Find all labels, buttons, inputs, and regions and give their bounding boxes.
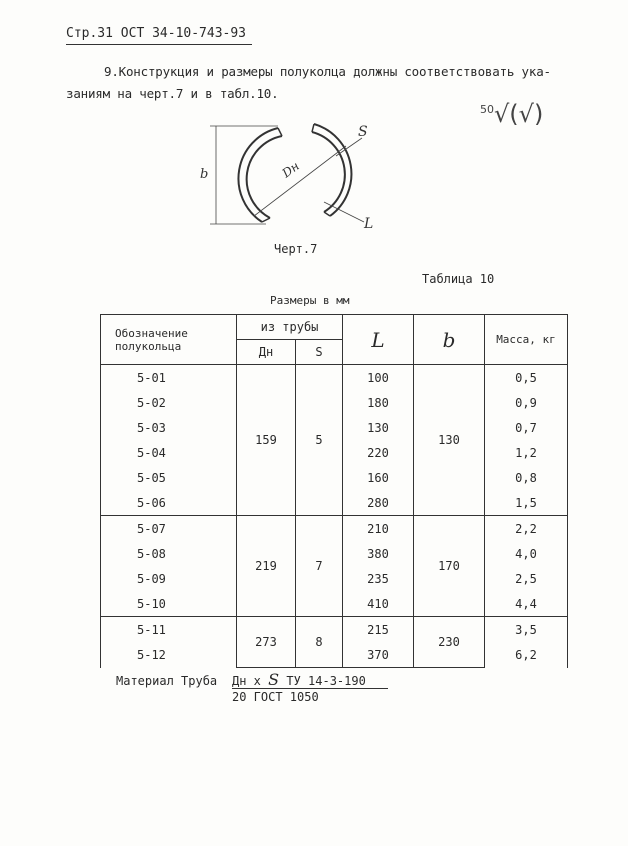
roughness-symbol: √(√) bbox=[494, 100, 544, 128]
table-row bbox=[101, 617, 568, 643]
fraction-line bbox=[232, 688, 388, 689]
l-leader bbox=[324, 202, 364, 222]
cell-mass: 2,2 bbox=[485, 516, 568, 542]
left-ring-cap-bottom bbox=[262, 218, 270, 222]
cell-designation: 5-11 bbox=[101, 617, 237, 643]
formula-s: S bbox=[268, 670, 280, 689]
cell-l: 380 bbox=[343, 541, 414, 566]
cell-designation: 5-12 bbox=[101, 642, 237, 668]
cell-l: 235 bbox=[343, 566, 414, 591]
label-s: S bbox=[358, 124, 368, 140]
cell-dn: 159 bbox=[237, 365, 296, 516]
cell-mass: 3,5 bbox=[485, 617, 568, 643]
cell-designation: 5-01 bbox=[101, 365, 237, 391]
header-designation: Обозначение полукольца bbox=[101, 315, 237, 365]
roughness-value: 50 bbox=[480, 103, 494, 116]
table-units: Размеры в мм bbox=[270, 294, 350, 307]
cell-dn: 273 bbox=[237, 617, 296, 668]
cell-mass: 0,8 bbox=[485, 465, 568, 490]
header-underline bbox=[66, 44, 252, 45]
cell-mass: 0,9 bbox=[485, 390, 568, 415]
cell-l: 180 bbox=[343, 390, 414, 415]
drawing-caption: Черт.7 bbox=[274, 242, 318, 256]
cell-mass: 0,5 bbox=[485, 365, 568, 391]
cell-b: 130 bbox=[414, 365, 485, 516]
page-header: Стр.31 ОСТ 34-10-743-93 bbox=[66, 26, 247, 41]
header-from-pipe: из трубы bbox=[237, 315, 343, 340]
cell-mass: 4,0 bbox=[485, 541, 568, 566]
cell-s: 5 bbox=[296, 365, 343, 516]
formula-standard: ТУ 14-3-190 bbox=[286, 674, 366, 688]
cell-dn: 219 bbox=[237, 516, 296, 617]
label-dn: Dн bbox=[279, 158, 302, 181]
cell-mass: 2,5 bbox=[485, 566, 568, 591]
header-s: S bbox=[296, 340, 343, 365]
cell-l: 280 bbox=[343, 490, 414, 516]
cell-mass: 1,5 bbox=[485, 490, 568, 516]
formula-dn: Дн х bbox=[232, 674, 261, 688]
table-row bbox=[101, 365, 568, 391]
cell-s: 8 bbox=[296, 617, 343, 668]
table-row bbox=[101, 516, 568, 542]
cell-l: 210 bbox=[343, 516, 414, 542]
paragraph-line-1: 9.Конструкция и размеры полуколца должны соответствовать ука- bbox=[104, 64, 551, 79]
cell-designation: 5-10 bbox=[101, 591, 237, 617]
left-ring-cap-top bbox=[278, 128, 282, 136]
cell-designation: 5-08 bbox=[101, 541, 237, 566]
paragraph-line-2: заниям на черт.7 и в табл.10. bbox=[66, 86, 279, 101]
cell-designation: 5-09 bbox=[101, 566, 237, 591]
cell-mass: 6,2 bbox=[485, 642, 568, 668]
cell-l: 410 bbox=[343, 591, 414, 617]
cell-l: 130 bbox=[343, 415, 414, 440]
cell-designation: 5-05 bbox=[101, 465, 237, 490]
cell-l: 215 bbox=[343, 617, 414, 643]
header-b: b bbox=[414, 315, 485, 365]
cell-designation: 5-06 bbox=[101, 490, 237, 516]
right-ring-outer bbox=[314, 124, 351, 216]
cell-l: 370 bbox=[343, 642, 414, 668]
header-l: L bbox=[343, 315, 414, 365]
cell-mass: 1,2 bbox=[485, 440, 568, 465]
cell-designation: 5-07 bbox=[101, 516, 237, 542]
half-ring-drawing bbox=[196, 116, 396, 248]
cell-b: 170 bbox=[414, 516, 485, 617]
cell-b: 230 bbox=[414, 617, 485, 668]
cell-l: 220 bbox=[343, 440, 414, 465]
drawing-svg bbox=[196, 116, 396, 244]
material-formula bbox=[232, 670, 366, 689]
dimensions-table bbox=[100, 314, 568, 668]
right-ring-inner bbox=[312, 132, 345, 212]
cell-designation: 5-03 bbox=[101, 415, 237, 440]
cell-mass: 0,7 bbox=[485, 415, 568, 440]
label-b: b bbox=[200, 167, 209, 182]
header-mass: Масса, кг bbox=[485, 315, 568, 365]
material-denominator: 20 ГОСТ 1050 bbox=[232, 690, 319, 704]
cell-designation: 5-02 bbox=[101, 390, 237, 415]
right-ring-cap-bottom bbox=[324, 212, 330, 216]
cell-mass: 4,4 bbox=[485, 591, 568, 617]
label-l: L bbox=[364, 216, 374, 232]
cell-l: 100 bbox=[343, 365, 414, 391]
left-ring-inner bbox=[247, 136, 282, 218]
right-ring-cap-top bbox=[312, 124, 314, 132]
cell-s: 7 bbox=[296, 516, 343, 617]
cell-l: 160 bbox=[343, 465, 414, 490]
table-title: Таблица 10 bbox=[422, 272, 495, 286]
cell-designation: 5-04 bbox=[101, 440, 237, 465]
handwritten-roughness-mark bbox=[480, 100, 543, 128]
material-label: Материал Труба bbox=[116, 674, 218, 688]
header-dn: Дн bbox=[237, 340, 296, 365]
